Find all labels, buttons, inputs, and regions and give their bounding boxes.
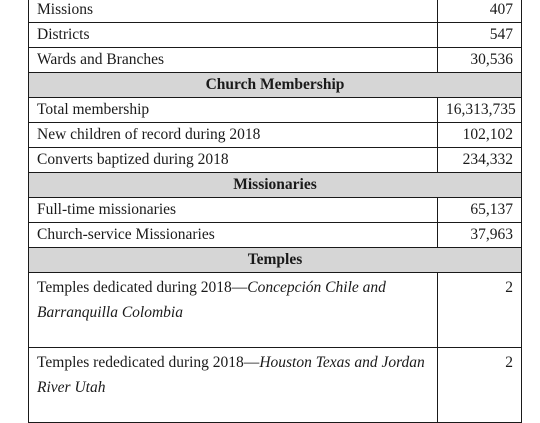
row-value: 16,313,735 xyxy=(438,98,522,123)
row-value: 102,102 xyxy=(438,123,522,148)
table-row xyxy=(29,48,522,73)
statistics-table xyxy=(28,0,522,423)
row-label xyxy=(29,348,438,423)
row-label-text: Temples rededicated during 2018— xyxy=(37,354,260,371)
row-value: 2 xyxy=(438,348,522,423)
section-header-church-membership xyxy=(29,73,522,98)
section-header-missionaries xyxy=(29,173,522,198)
row-label: Church-service Missionaries xyxy=(29,223,438,248)
row-value: 65,137 xyxy=(438,198,522,223)
table-row xyxy=(29,223,522,248)
section-title: Temples xyxy=(29,248,522,273)
row-value: 407 xyxy=(438,0,522,23)
row-label: Missions xyxy=(29,0,438,23)
row-value: 547 xyxy=(438,23,522,48)
table-row xyxy=(29,0,522,23)
table-row xyxy=(29,98,522,123)
row-value: 234,332 xyxy=(438,148,522,173)
row-label: New children of record during 2018 xyxy=(29,123,438,148)
row-value: 2 xyxy=(438,273,522,348)
row-label-italic: Concepción Chile and Barranquilla Colombia xyxy=(37,279,386,321)
row-label: Full-time missionaries xyxy=(29,198,438,223)
table-row xyxy=(29,148,522,173)
row-label: Converts baptized during 2018 xyxy=(29,148,438,173)
table-row xyxy=(29,23,522,48)
table-row xyxy=(29,348,522,423)
row-value: 37,963 xyxy=(438,223,522,248)
section-title: Church Membership xyxy=(29,73,522,98)
table-row xyxy=(29,273,522,348)
row-label: Districts xyxy=(29,23,438,48)
row-label-italic: Houston Texas and Jordan River Utah xyxy=(37,354,425,396)
row-value: 30,536 xyxy=(438,48,522,73)
table-row xyxy=(29,198,522,223)
row-label: Total membership xyxy=(29,98,438,123)
section-title: Missionaries xyxy=(29,173,522,198)
table-row xyxy=(29,123,522,148)
section-header-temples xyxy=(29,248,522,273)
row-label: Wards and Branches xyxy=(29,48,438,73)
row-label xyxy=(29,273,438,348)
row-label-text: Temples dedicated during 2018— xyxy=(37,279,248,296)
